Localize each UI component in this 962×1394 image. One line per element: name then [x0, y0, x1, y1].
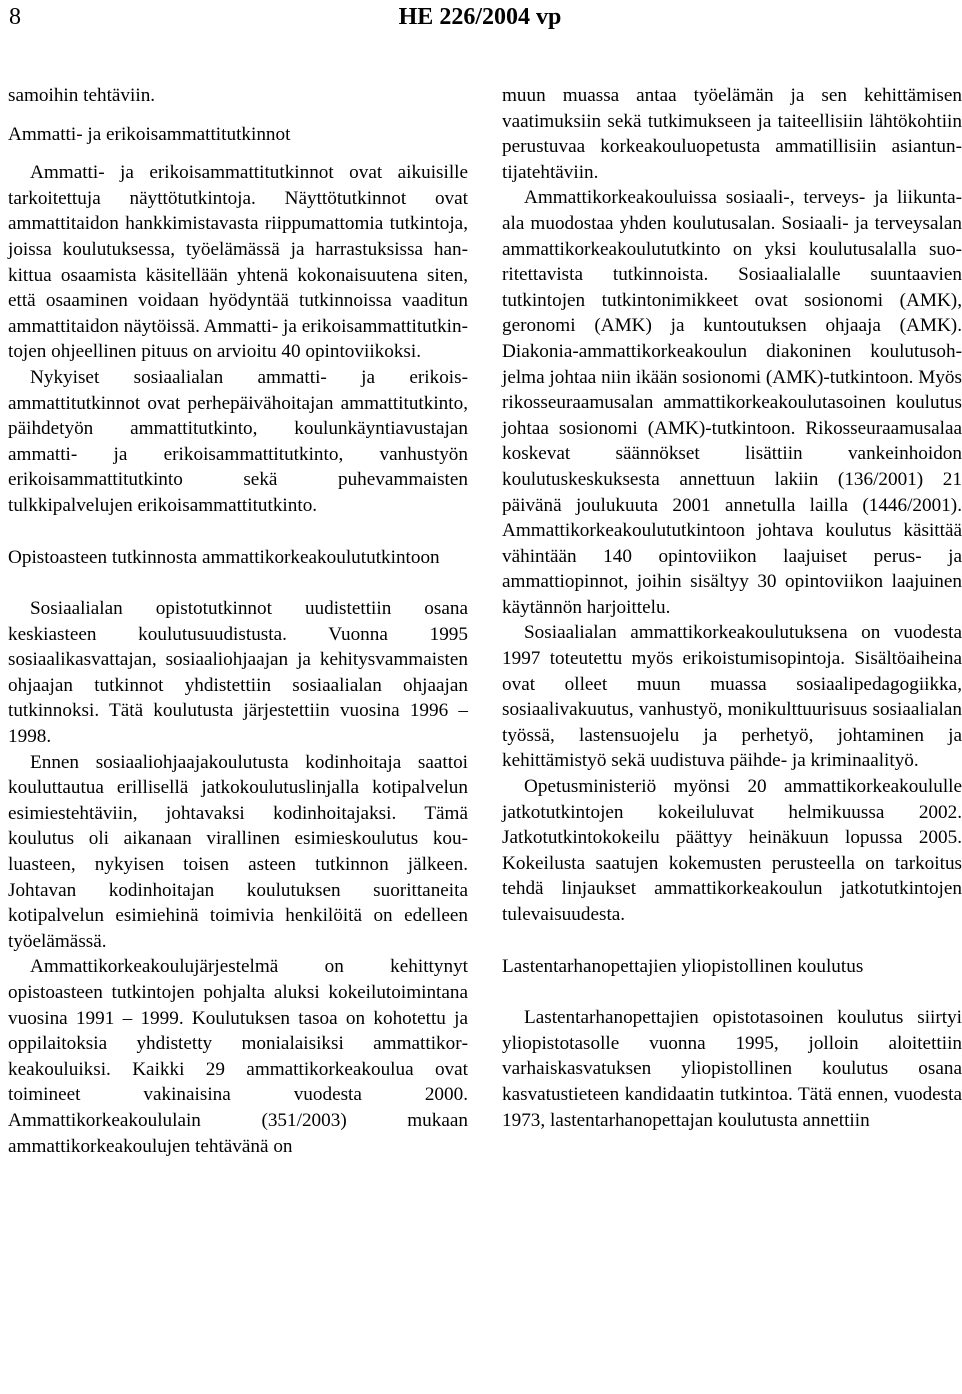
- page-number: 8: [9, 4, 21, 30]
- paragraph: Ammattikorkeakouluissa sosiaali-, terveys- ja liikunta-ala muodostaa yhden koulutusalan. Sosiaali- ja terveysalan ammattikorkeakoulututkinto on yksi koulutusalalla suoritettavista tutkinnoista. Sosiaalialalle suuntaavien tutkintojen tutkintonimikkeet ovat sosionomi (AMK), geronomi (AMK) ja kuntoutuksen ohjaaja (AMK). Diakonia-ammattikorkeakoulun diakoninen koulutusohjelma johtaa niin ikään sosionomi (AMK)-tutkintoon. Myös rikosseuraamusalan ammattikorkeakoulutasoinen koulutus johtaa sosionomi (AMK)-tutkintoon. Rikosseuraamusalaa koskevat säännökset lisättiin vankeinhoidon koulutuskeskuksesta annettuun lakiin (136/2001) 21 päivänä joulukuuta 2001 annetulla lailla (1446/2001). Ammattikorkeakoulututkintoon johtava koulutus käsittää vähintään 140 opintoviikon laajuiset perus- ja ammattiopinnot, joihin sisältyy 30 opintoviikon laajuinen käytännön harjoittelu.: [502, 187, 962, 618]
- left-column: [8, 83, 468, 1394]
- page-header: [0, 0, 960, 34]
- section-heading-opistoaste: Opistoasteen tutkinnosta ammattikorkeakoulututkintoon: [8, 546, 440, 568]
- document-id: HE 226/2004 vp: [398, 4, 562, 30]
- paragraph: Lastentarhanopettajien opistotasoinen koulutus siirtyi yliopistotasolle vuonna 1995, jolloin aloitettiin varhaiskasvatuksen yliopistollinen koulutus osana kasvatustieteen kandidaatin tutkintoa. Tätä ennen, vuodesta 1973, lastentarhanopettajan koulutusta annettiin: [502, 1007, 962, 1131]
- paragraph: Ammattikorkeakoulujärjestelmä on kehittynyt opistoasteen tutkintojen pohjalta aluksi kokeilutoimintana vuosina 1991 – 1999. Koulutuksen tasoa on kohotettu ja oppilaitoksia yhdistetty monialaisiksi ammattikorkeakouluiksi. Kaikki 29 ammattikorkeakoulua ovat toimineet vakinaisina vuodesta 2000. Ammattikorkeakoululain (351/2003) mukaan ammattikorkeakoulujen tehtävänä on: [8, 956, 468, 1157]
- paragraph: Ennen sosiaaliohjaajakoulutusta kodinhoitaja saattoi kouluttautua erillisellä jatkokoulutuslinjalla kotipalvelun esimiestehtäviin, johtavaksi kodinhoitajaksi. Tämä koulutus oli aikanaan virallinen esimieskoulutus kouluasteen, nykyisen toisen asteen tutkinnon jälkeen. Johtavan kodinhoitajan koulutuksen suorittaneita kotipalvelun esimiehinä toimivia henkilöitä on edelleen työelämässä.: [8, 751, 468, 952]
- section-heading-lastentarha: Lastentarhanopettajien yliopistollinen koulutus: [502, 955, 864, 977]
- paragraph: Nykyiset sosiaalialan ammatti- ja erikoisammattitutkinnot ovat perhepäivähoitajan ammattitutkinto, päihdetyön ammattitutkinto, koulunkäyntiavustajan ammatti- ja erikoisammattitutkinto, vanhustyön erikoisammattitutkinto sekä puhevammaisten tulkkipalvelujen erikoisammattitutkinto.: [8, 366, 468, 516]
- paragraph: Sosiaalialan ammattikorkeakoulutuksena on vuodesta 1997 toteutettu myös erikoistumisopintoja. Sisältöaiheina ovat olleet muun muassa sosiaalipedagogiikka, sosiaalivakuutus, vanhustyö, monikulttuurisuus sosiaalialan työssä, lastensuojelu ja perhetyö, johtaminen ja kehittämistyö sekä uudistuva päihde- ja kriminaalityö.: [502, 622, 962, 772]
- continuation-text: samoihin tehtäviin.: [8, 85, 156, 106]
- subheading-tutkinnot: Ammatti- ja erikoisammattitutkinnot: [8, 123, 291, 145]
- paragraph: Sosiaalialan opistotutkinnot uudistettiin osana keskiasteen koulutusuudistusta. Vuonna 1995 sosiaalikasvattajan, sosiaaliohjaajan ja kehitysvammaisten ohjaajan tutkinnot yhdistettiin sosiaalialan ohjaajan tutkinnoksi. Tätä koulutusta järjestettiin vuosina 1996 – 1998.: [8, 598, 468, 748]
- paragraph: muun muassa antaa työelämän ja sen kehittämisen vaatimuksiin sekä tutkimukseen ja taiteellisiin lähtökohtiin perustuvaa korkeakouluopetusta ammatillisiin asiantuntijatehtäviin.: [502, 85, 962, 183]
- right-column: [502, 83, 962, 1394]
- paragraph: Ammatti- ja erikoisammattitutkinnot ovat aikuisille tarkoitettuja näyttötutkintoja. Näyttötutkinnot ovat ammattitaidon hankkimistavasta riippumattomia tutkintoja, joissa koulutuksessa, työelämässä ja harrastuksissa hankittua osaamista käsitellään yhtenä kokonaisuutena siten, että osaaminen voidaan hyödyntää tutkinnoissa vaaditun ammattitaidon näytöissä. Ammatti- ja erikoisammattitutkintojen ohjeellinen pituus on arvioitu 40 opintoviikoksi.: [8, 162, 468, 363]
- paragraph: Opetusministeriö myönsi 20 ammattikorkeakoululle jatkotutkintojen kokeiluluvat helmikuussa 2002. Jatkotutkintokokeilu päättyy heinäkuun lopussa 2005. Kokeilusta saatujen kokemusten perusteella on tarkoitus tehdä linjaukset ammattikorkeakoulun jatkotutkintojen tulevaisuudesta.: [502, 776, 962, 925]
